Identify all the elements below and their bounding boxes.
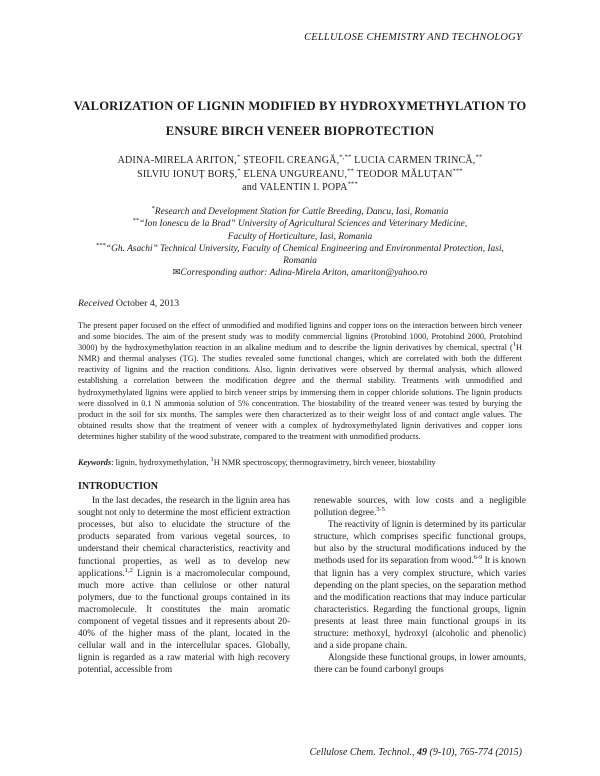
authors-line-2	[60, 168, 540, 182]
envelope-icon: ✉	[172, 268, 181, 279]
journal-header: CELLULOSE CHEMISTRY AND TECHNOLOGY	[304, 32, 522, 43]
abstract-text: The present paper focused on the effect of unmodified and modified lignins and copper ions on the interaction between birch veneer and some biocides. The aim of the present study was to modify commercial lignins (Protobind 1000, Protobind 2000, Protobind 3000) by the hydroxymethylation reaction in an alkaline medium and to describe the lignin derivatives by chemical, spectral (	[78, 321, 522, 353]
citation: 1,2	[124, 566, 133, 574]
author-affil-mark: ***	[452, 167, 463, 175]
paragraph-text: The reactivity of lignin is determined by its particular structure, which comprises specific functional groups, but also by the structural modifications induced by the methods used for its separation from wood.	[314, 519, 526, 566]
author-affil-mark: **	[347, 167, 355, 175]
affiliation-3-cont: Romania	[283, 256, 317, 267]
affiliation-mark: **	[132, 217, 140, 225]
paragraph-text: renewable sources, with low costs and a negligible pollution degree.	[314, 495, 526, 518]
keywords-label: Keywords	[78, 458, 112, 467]
keywords-text: : lignin, hydroxymethylation,	[111, 458, 211, 467]
authors-line-3	[60, 181, 540, 195]
author-name: ELENA UNGUREANU,	[243, 168, 348, 180]
corresponding-author	[60, 267, 540, 279]
affiliation-text: “Ion Ionescu de la Brad” University of Agricultural Sciences and Veterinary Medicine,	[139, 219, 468, 230]
abstract-text: H NMR) and thermal analyses (TG). The studies revealed some functional changes, which are correlated with both the different reactivity of lignins and the reaction conditions. Also, lignin derivatives were observed by thermal analysis, which allowed establishing a correlation between the modification degree and the thermal stability. Treatments with unmodified and hydroxymethylated lignins were applied to birch veneer strips by immersing them in copper chloride solutions. The lignin products were dissolved in 0.1 N ammonia solution of 5% concentration. The biostability of the treated veneer was tested by burying the product in the soil for six months. The samples were then characterized as to their weight loss of and contact angle values. The obtained results show that the treatment of veneer with a complex of hydroxymethylated lignin derivatives and copper ions determines higher stability of the wood substrate, compared to the treatment with unmodified products.	[78, 343, 522, 441]
affiliation-2	[60, 218, 540, 230]
author-name: SILVIU IONUȚ BORȘ,	[137, 168, 238, 180]
author-name: TEODOR MĂLUȚAN	[356, 168, 453, 180]
section-heading: INTRODUCTION	[78, 481, 159, 492]
citation-footer	[310, 747, 522, 758]
received-value: October 4, 2013	[115, 298, 180, 309]
footer-journal: Cellulose Chem. Technol.,	[309, 747, 415, 758]
paragraph	[314, 518, 526, 651]
author-affil-mark: ***	[347, 180, 358, 188]
author-list	[60, 154, 540, 195]
title-line-1: VALORIZATION OF LIGNIN MODIFIED BY HYDROXYMETHYLATION TO	[73, 99, 527, 113]
author-name: ADINA-MIRELA ARITON,	[117, 155, 237, 166]
affiliation-text: “Gh. Asachi” Technical University, Faculty of Chemical Engineering and Environmental Protection, Iasi,	[105, 243, 504, 254]
footer-pages: (9-10), 765-774 (2015)	[429, 747, 522, 758]
article-title	[60, 94, 540, 144]
author-conjunction: and	[242, 182, 258, 193]
received-label: Received	[78, 298, 114, 309]
title-line-2: ENSURE BIRCH VENEER BIOPROTECTION	[165, 124, 435, 138]
author-affil-mark: **	[475, 153, 483, 161]
isotope-mark: 1	[512, 341, 516, 349]
author-affil-mark: *	[236, 153, 241, 161]
author-affil-mark: *,**	[339, 153, 352, 161]
affiliation-3	[60, 243, 540, 255]
body-column-left	[78, 481, 290, 676]
paragraph	[78, 494, 290, 675]
paragraph-text: In the last decades, the research in the lignin area has sought not only to determine the most efficient extraction processes, but also to elucidate the structure of the products separated from various vegetal sources, to understand their chemical characteristics, reactivity and functional properties, as well as to develop new applications.	[78, 495, 290, 578]
affiliations	[60, 206, 540, 280]
footer-volume: 49	[417, 747, 428, 758]
keywords-text: H NMR spectroscopy, thermogravimetry, birch veneer, biostability	[213, 458, 436, 467]
author-name: LUCIA CARMEN TRINCĂ,	[354, 155, 476, 166]
affiliation-2-cont: Faculty of Horticulture, Iasi, Romania	[227, 231, 373, 242]
paragraph	[314, 494, 526, 518]
author-name: VALENTIN I. POPA	[259, 182, 348, 193]
affiliation-mark: ***	[96, 241, 106, 249]
paragraph-text: Lignin is a macromolecular compound, much more active than cellulose or other natural polymers, due to the functional groups contained in its macromolecule. It constitutes the main aromatic component of vegetal tissues and it represents about 20-40% of the higher mass of the plant, located in the cellular wall and in the intercellular spaces. Globally, lignin is regarded as a raw material with high recovery potential, accessible from	[78, 567, 290, 675]
affiliation-mark: *	[151, 204, 155, 212]
keywords	[78, 458, 522, 467]
body-column-right	[314, 494, 526, 675]
paragraph-text: It is known that lignin has a very complex structure, which varies depending on the plant species, on the separation method and the modification reactions that may induce particular characteristics. Regarding the functional groups, lignin presents at least three main functional groups in its structure: methoxyl, hydroxyl (alcoholic and phenolic) and a side propane chain.	[314, 555, 527, 651]
isotope-mark: 1	[210, 456, 214, 464]
abstract	[78, 320, 522, 442]
authors-line-1	[60, 154, 540, 168]
author-affil-mark: *	[237, 167, 241, 175]
received-date	[78, 298, 179, 309]
affiliation-text: Research and Development Station for Cattle Breeding, Dancu, Iasi, Romania	[154, 207, 449, 217]
citation: 3-5	[376, 506, 385, 514]
paragraph: Alongside these functional groups, in lower amounts, there can be found carbonyl groups	[314, 652, 526, 675]
author-name: ȘTEOFIL CREANGĂ,	[243, 155, 340, 166]
corresponding-text: Corresponding author: Adina-Mirela Ariton, amariton@yahoo.ro	[180, 268, 428, 279]
citation: 6-9	[473, 554, 483, 562]
